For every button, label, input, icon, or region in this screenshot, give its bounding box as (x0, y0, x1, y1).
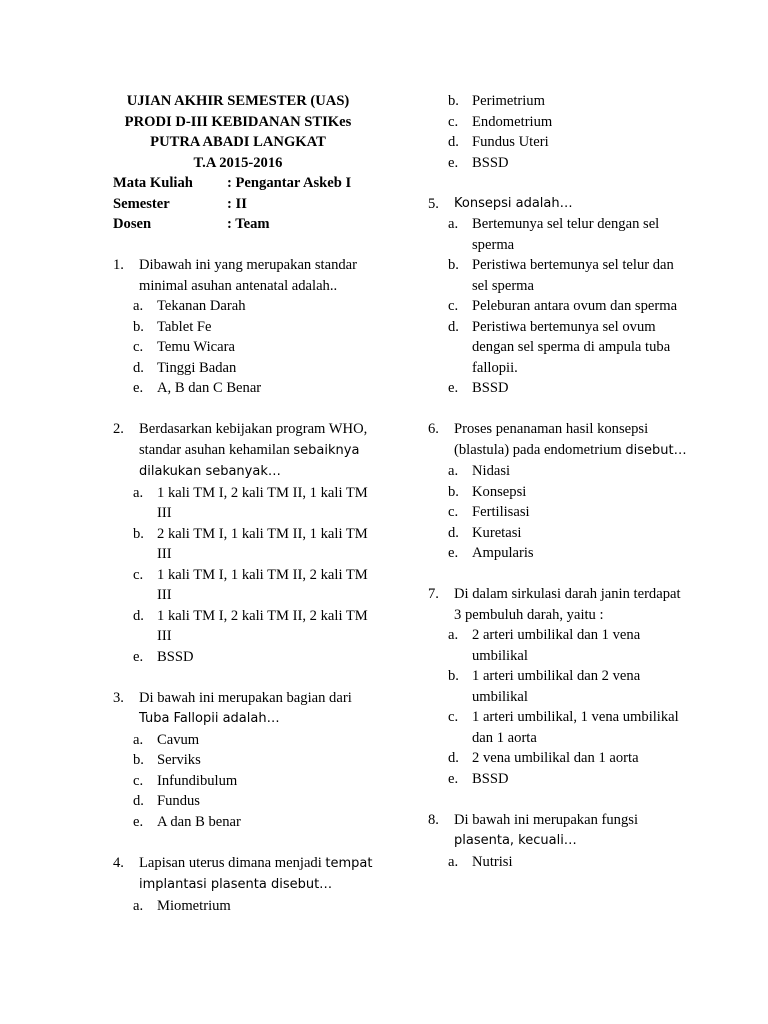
question-number: 3. (113, 689, 124, 706)
option-c (428, 296, 690, 317)
question-text (454, 810, 690, 852)
meta-row-course (113, 173, 375, 194)
option-letter: e. (448, 154, 459, 171)
option-text: Endometrium (472, 113, 553, 130)
question-stem (428, 810, 690, 852)
option-letter: c. (448, 709, 459, 725)
option-letter: e. (448, 770, 459, 787)
question-text-part: sebaiknya dilakukan sebanyak… (139, 442, 360, 479)
option-a (113, 896, 375, 917)
option-c (428, 707, 690, 748)
question-2 (113, 419, 375, 667)
option-text: Tinggi Badan (157, 359, 237, 376)
institution-name: PUTRA ABADI LANGKAT (150, 134, 326, 150)
question-number: 6. (428, 421, 439, 437)
option-text: Konsepsi (472, 483, 527, 500)
option-text: Peleburan antara ovum dan sperma (472, 298, 678, 314)
option-e (113, 378, 375, 399)
option-letter: b. (133, 525, 144, 542)
option-letter: d. (133, 359, 144, 376)
question-5 (428, 194, 690, 399)
option-e (113, 647, 375, 668)
meta-row-semester (113, 194, 375, 215)
right-column (428, 91, 690, 872)
option-letter: c. (133, 339, 144, 355)
question-text (139, 688, 375, 730)
option-text: Fundus (157, 793, 200, 809)
option-text: 1 kali TM I, 1 kali TM II, 2 kali TM III (157, 566, 368, 603)
question-1 (113, 255, 375, 399)
option-b (428, 482, 690, 503)
question-text-part: tempat implantasi plasenta disebut… (139, 855, 373, 892)
option-text: Bertemunya sel telur dengan sel sperma (472, 216, 660, 253)
question-number: 8. (428, 811, 439, 828)
option-e (428, 153, 690, 174)
option-text: 2 vena umbilikal dan 1 aorta (472, 750, 639, 766)
option-letter: b. (448, 257, 459, 273)
question-text-part: disebut… (625, 442, 687, 458)
question-7 (428, 584, 690, 789)
question-text (139, 419, 375, 483)
option-text: BSSD (157, 648, 194, 665)
option-b (113, 750, 375, 771)
option-letter: b. (448, 483, 459, 500)
option-text: Peristiwa bertemunya sel ovum dengan sel sperma di ampula tuba fallopii. (472, 318, 671, 376)
option-c (428, 502, 690, 523)
question-text: Di dalam sirkulasi darah janin terdapat 3 pembuluh darah, yaitu : (454, 586, 681, 623)
option-list (113, 483, 375, 668)
option-letter: a. (448, 216, 459, 232)
question-4 (113, 853, 375, 917)
question-6 (428, 419, 690, 564)
option-letter: d. (448, 318, 459, 335)
question-number: 7. (428, 586, 439, 602)
option-text: A, B dan C Benar (157, 380, 262, 396)
option-b (113, 317, 375, 338)
option-letter: d. (133, 793, 144, 809)
option-letter: c. (448, 113, 459, 130)
option-text: 1 kali TM I, 2 kali TM II, 2 kali TM III (157, 607, 368, 644)
option-letter: e. (133, 648, 144, 665)
option-letter: d. (133, 607, 144, 624)
option-text: 1 arteri umbilikal, 1 vena umbilikal dan 1 aorta (472, 709, 679, 746)
option-text: Temu Wicara (157, 339, 235, 355)
question-text-part: plasenta, kecuali… (454, 833, 577, 848)
option-text: 1 arteri umbilikal dan 2 vena umbilikal (472, 668, 641, 705)
option-list (428, 625, 690, 789)
question-number: 4. (113, 854, 124, 871)
option-b (113, 524, 375, 565)
option-letter: b. (448, 93, 459, 109)
question-text: Dibawah ini yang merupakan standar minimal asuhan antenatal adalah.. (139, 257, 358, 294)
option-b (428, 255, 690, 296)
option-b (428, 91, 690, 112)
question-stem (428, 584, 690, 625)
question-text-part: Di bawah ini merupakan bagian dari (139, 689, 352, 706)
option-letter: e. (133, 813, 144, 830)
option-letter: e. (448, 380, 459, 396)
option-e (428, 769, 690, 790)
meta-value: : II (227, 195, 247, 212)
option-text: Infundibulum (157, 772, 238, 789)
question-stem (428, 194, 690, 215)
academic-year: T.A 2015-2016 (193, 154, 283, 171)
option-a (113, 730, 375, 751)
question-text: Konsepsi adalah… (454, 195, 573, 211)
question-8 (428, 810, 690, 873)
question-text-part: Berdasarkan kebijakan program WHO, standar asuhan kehamilan (139, 421, 368, 458)
meta-row-lecturer (113, 214, 375, 235)
question-stem (113, 419, 375, 483)
question-stem (428, 419, 690, 461)
option-letter: a. (133, 897, 144, 914)
question-stem (113, 255, 375, 296)
question-text-part: Lapisan uterus dimana menjadi (139, 854, 326, 871)
option-text: 2 kali TM I, 1 kali TM II, 1 kali TM III (157, 525, 368, 562)
option-letter: d. (448, 134, 459, 150)
option-text: Nutrisi (472, 853, 513, 870)
option-letter: c. (448, 298, 459, 314)
option-letter: d. (448, 750, 459, 766)
option-list (428, 852, 690, 873)
option-d (113, 606, 375, 647)
option-letter: c. (133, 772, 144, 789)
option-text: Fundus Uteri (472, 134, 549, 150)
option-c (113, 771, 375, 792)
option-letter: c. (448, 504, 459, 520)
option-a (113, 483, 375, 524)
meta-label: Mata Kuliah (113, 175, 193, 191)
question-number: 5. (428, 195, 439, 212)
option-letter: b. (133, 318, 144, 335)
option-letter: b. (448, 668, 459, 684)
option-d (113, 791, 375, 812)
option-text: Ampularis (472, 545, 534, 561)
exam-title: UJIAN AKHIR SEMESTER (UAS) (126, 93, 350, 109)
question-text (454, 419, 690, 461)
option-letter: c. (133, 566, 144, 583)
exam-meta (113, 173, 375, 235)
question-number: 1. (113, 257, 124, 273)
option-text: Peristiwa bertemunya sel telur dan sel sperma (472, 257, 674, 294)
program-name: PRODI D-III KEBIDANAN STIKes (124, 113, 352, 130)
option-text: Kuretasi (472, 524, 522, 541)
option-d (428, 132, 690, 153)
option-a (428, 461, 690, 482)
question-4-continued (428, 91, 690, 173)
option-letter: d. (448, 524, 459, 541)
exam-header (113, 91, 363, 173)
option-text: BSSD (472, 770, 509, 787)
option-c (428, 112, 690, 133)
meta-label: Dosen (113, 216, 152, 232)
option-c (113, 337, 375, 358)
option-a (428, 625, 690, 666)
option-list (113, 296, 375, 399)
option-text: Tablet Fe (157, 318, 212, 335)
option-text: Perimetrium (472, 93, 545, 109)
option-d (428, 748, 690, 769)
option-c (113, 565, 375, 606)
option-d (113, 358, 375, 379)
option-a (428, 214, 690, 255)
option-letter: a. (448, 627, 459, 643)
option-list (428, 91, 690, 173)
option-a (113, 296, 375, 317)
option-e (428, 378, 690, 399)
option-text: BSSD (472, 380, 509, 396)
option-letter: e. (448, 545, 459, 561)
option-e (428, 543, 690, 564)
option-text: Serviks (157, 752, 201, 768)
question-stem (113, 853, 375, 896)
option-text: 1 kali TM I, 2 kali TM II, 1 kali TM III (157, 484, 368, 521)
question-number: 2. (113, 421, 124, 437)
option-d (428, 523, 690, 544)
meta-value: : Pengantar Askeb I (227, 175, 352, 191)
option-text: BSSD (472, 154, 509, 171)
option-text: Fertilisasi (472, 504, 530, 520)
question-text-part: Di bawah ini merupakan fungsi (454, 811, 638, 828)
option-list (113, 730, 375, 833)
option-text: Tekanan Darah (157, 298, 246, 314)
option-letter: a. (448, 463, 459, 479)
question-text-part: Tuba Fallopii adalah… (139, 711, 280, 726)
option-text: Miometrium (157, 897, 231, 914)
meta-value: : Team (227, 216, 270, 232)
option-letter: b. (133, 752, 144, 768)
option-d (428, 317, 690, 379)
option-letter: a. (133, 298, 144, 314)
option-a (428, 852, 690, 873)
option-e (113, 812, 375, 833)
option-text: Nidasi (472, 463, 511, 479)
meta-label: Semester (113, 195, 170, 212)
option-text: 2 arteri umbilikal dan 1 vena umbilikal (472, 627, 641, 664)
option-letter: a. (133, 484, 144, 501)
option-b (428, 666, 690, 707)
question-text (139, 853, 375, 896)
option-list (428, 461, 690, 564)
question-stem (113, 688, 375, 730)
question-3 (113, 688, 375, 833)
option-list (428, 214, 690, 399)
question-text-part: Proses penanaman hasil konsepsi (blastula) pada endometrium (454, 421, 649, 458)
left-column (113, 91, 375, 916)
option-letter: e. (133, 380, 144, 396)
option-text: Cavum (157, 731, 200, 748)
option-letter: a. (133, 731, 144, 748)
option-list (113, 896, 375, 917)
option-letter: a. (448, 853, 459, 870)
option-text: A dan B benar (157, 813, 241, 830)
